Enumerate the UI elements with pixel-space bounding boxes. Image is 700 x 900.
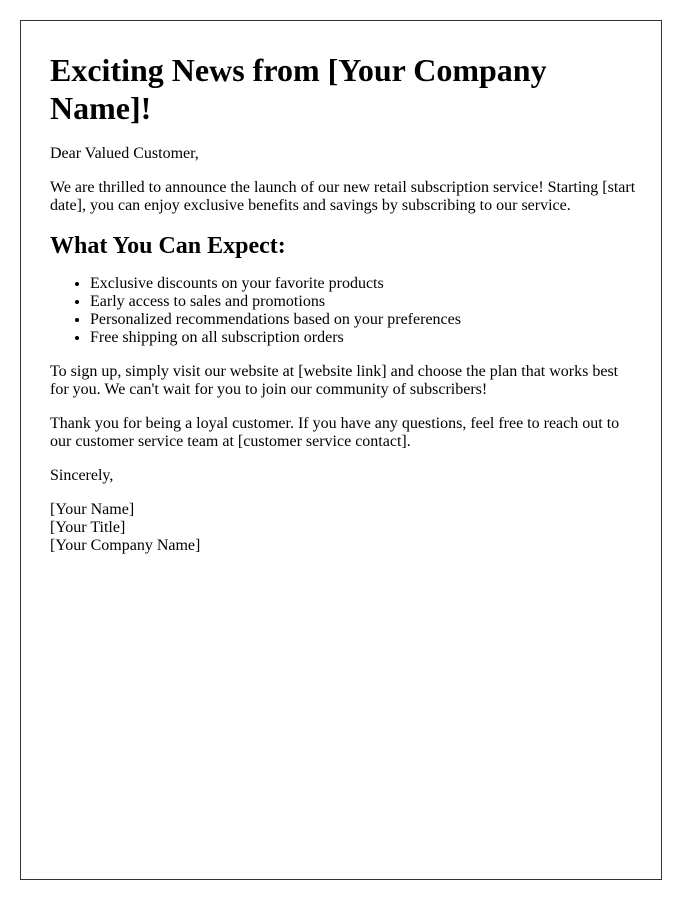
letter-title: Exciting News from [Your Company Name]!: [50, 52, 547, 126]
list-item: • Personalized recommendations based on your preferences: [90, 311, 640, 329]
signature-company: [Your Company Name]: [50, 537, 201, 554]
benefits-list: [50, 275, 640, 347]
signature-block: [50, 501, 640, 555]
closing: Sincerely,: [50, 467, 114, 484]
section-heading: What You Can Expect:: [50, 233, 286, 259]
signature-title: [Your Title]: [50, 519, 126, 536]
thanks-paragraph: Thank you for being a loyal customer. If you have any questions, feel free to reach out to our customer service team at [customer service contact].: [50, 415, 620, 450]
list-item: • Free shipping on all subscription orders: [90, 329, 640, 347]
list-item: • Early access to sales and promotions: [90, 293, 640, 311]
list-item: • Exclusive discounts on your favorite products: [90, 275, 640, 293]
signup-paragraph: To sign up, simply visit our website at [website link] and choose the plan that works best for you. We can't wait for you to join our community of subscribers!: [50, 363, 619, 398]
signature-name: [Your Name]: [50, 501, 135, 518]
intro-paragraph: We are thrilled to announce the launch of our new retail subscription service! Starting [start date], you can enjoy exclusive benefits and savings by subscribing to our service.: [50, 179, 636, 214]
greeting: Dear Valued Customer,: [50, 145, 199, 162]
letter-page: [20, 20, 662, 880]
letter-content: [50, 51, 640, 555]
